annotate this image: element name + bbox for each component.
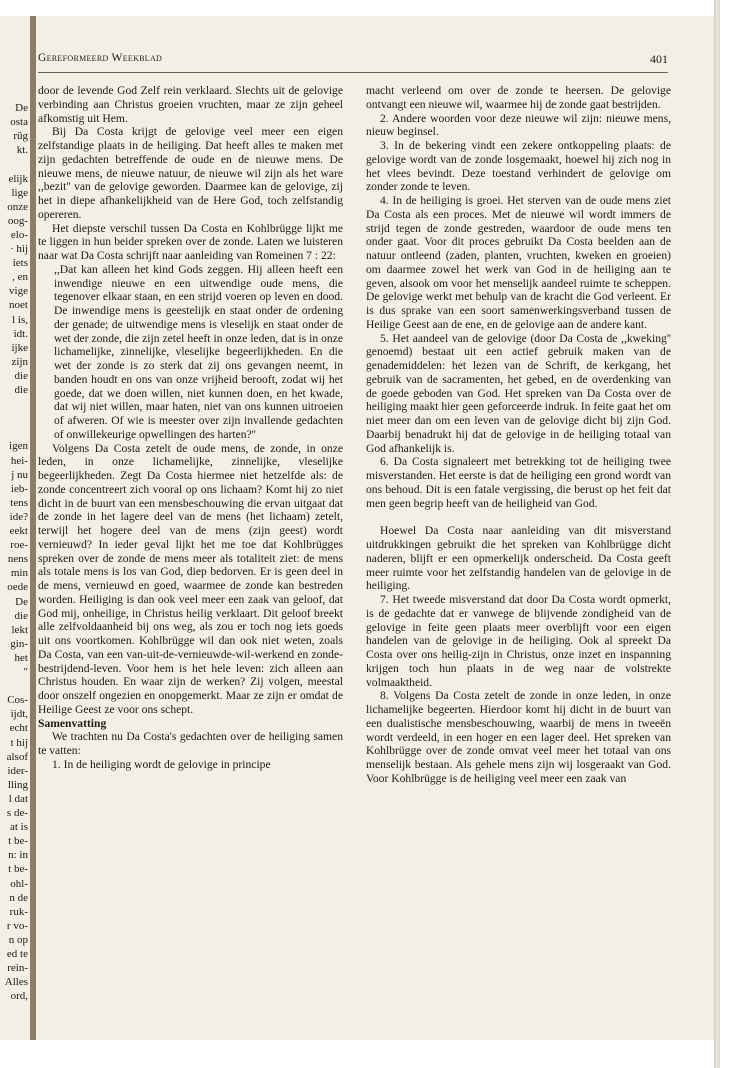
running-header xyxy=(38,50,668,73)
previous-page-fragment: iets xyxy=(12,257,28,270)
previous-page-fragment: rein- xyxy=(7,962,28,975)
previous-page-fragment: , en xyxy=(12,271,28,284)
previous-page-fragment: onze xyxy=(7,200,28,213)
previous-page-fragment: r vo- xyxy=(6,919,28,932)
previous-page-fragment: het xyxy=(14,651,28,664)
list-item: 8. Volgens Da Costa zetelt de zonde in onze leden, in onze lichamelijke begeerten. Hierdoor komt hij dicht in de buurt van een dualistische mensbeschouwing, waarbij de mens in tweeën wordt verdeeld, in een hoger en een lager deel. Het spreken van Kohlbrügge over de zonde omvat veel meer het totaal van ons menselijk bestaan. Als gehele mens zijn wij losgeraakt van God. Voor Kohlbrügge is de heiliging veel meer een zaak van xyxy=(366,689,671,785)
section-heading: Samenvatting xyxy=(38,716,107,730)
previous-page-fragment: lekt xyxy=(11,623,28,636)
previous-page-fragment: · hij xyxy=(9,243,28,255)
previous-page-fragment: ieb- xyxy=(10,482,28,495)
paragraph: 1. In de heiliging wordt de gelovige in principe xyxy=(52,757,271,771)
previous-page-fragment: zijn xyxy=(11,355,28,368)
previous-page-fragment: ed te xyxy=(6,948,28,960)
previous-page-fragment: lling xyxy=(7,778,28,791)
previous-page-fragment: echt xyxy=(9,722,28,735)
previous-page-fragment: gin- xyxy=(10,637,28,650)
previous-page-fragment: eekt xyxy=(9,525,28,537)
previous-page-fragment: at is xyxy=(9,821,28,834)
previous-page-fragment: n op xyxy=(8,933,28,946)
paragraph: Bij Da Costa krijgt de gelovige veel meer een eigen zelfstandige plaats in de heiliging. Dat heeft alles te maken met zijn gedachten betreffende de oude en de nieuwe mens. De nieuwe mens, de nieuwe natuur, de nieuwe wil zijn als het ware ,,bezit'' van de gelovige geworden. Daarmee kan de gelovige, zij het in diepe afhankelijkheid van de Here God, toch zelfstandig opereren. xyxy=(38,125,343,221)
previous-page-fragment: lige xyxy=(11,186,28,199)
paragraph: macht verleend om over de zonde te heersen. De gelovige ontvangt een nieuwe wil, waarmee hij de zonde gaat bestrijden. xyxy=(366,84,671,111)
previous-page-fragment: hei- xyxy=(10,454,28,467)
previous-page-fragment: Alles xyxy=(4,976,28,989)
publication-title: Gereformeerd Weekblad xyxy=(38,52,163,64)
previous-page-fragment: ord, xyxy=(10,990,28,1003)
previous-page-fragment: s de- xyxy=(6,807,28,819)
page-gutter xyxy=(30,16,36,1040)
previous-page-fragment: osta xyxy=(10,116,28,129)
previous-page-fragment: tens xyxy=(10,496,28,509)
previous-page-fragment: l is, xyxy=(12,313,28,326)
previous-page-fragment: t be- xyxy=(8,835,28,848)
block-quote xyxy=(54,263,343,442)
previous-page-fragment: t hij xyxy=(10,736,28,749)
previous-page-fragment: ruk- xyxy=(9,905,28,918)
paragraph: We trachten nu Da Costa's gedachten over de heiliging samen te vatten: xyxy=(38,730,343,757)
paragraph: door de levende God Zelf rein verklaard. Slechts uit de gelovige verbinding aan Christus groeien vruchten, maar ze zijn geheel afkomstig uit Hem. xyxy=(38,84,343,125)
quote-text: ,,Dat kan alleen het kind Gods zeggen. Hij alleen heeft een inwendige nieuwe en een uitwendige oude mens, die tegenover elkaar staan, en een strijd voeren op leven en dood. De inwendige mens is geestelijk en staat onder de ordening der genade; de uitwendige mens is vleselijk en staat onder de wet der zonde, die zijn zetel heeft in onze leden, dat is in onze lichamelijke, zinnelijke, vleselijke begeerlijkheden. En die wet der zonde is zo sterk dat zij ons gevangen neemt, in banden houdt en ons van onze vrijheid berooft, zodat wij het goede, dat we doen willen, niet kunnen doen, en het kwade, dat wij niet willen, maar haten, niet van ons kunnen uitroeien of afweren. Of wie is meester over zijn invallende gedachten of onwillekeurige opwellingen des harten?'' xyxy=(54,262,343,441)
previous-page-fragment: Cos- xyxy=(7,694,28,707)
previous-page-fragment: j nu xyxy=(11,468,28,481)
previous-page-fragment: die xyxy=(14,384,28,396)
previous-page-fragment: alsof xyxy=(6,750,28,763)
previous-page-fragment: ijke xyxy=(11,341,28,354)
list-item: 6. Da Costa signaleert met betrekking tot de heiliging twee misverstanden. Het eerste is dat de heiliging een grond wordt van ons behoud. Dit is een fatale vergissing, die berust op het feit dat men geen begrip heeft van de heiligheid van God. xyxy=(366,455,671,510)
previous-page-fragment: die xyxy=(14,609,28,622)
previous-page-fragment: ohl- xyxy=(10,877,28,890)
previous-page-fragment: n de xyxy=(9,891,28,904)
previous-page-fragment: elo- xyxy=(10,228,28,241)
previous-page-fragment: elijk xyxy=(8,172,28,185)
previous-page-fragment: ide? xyxy=(9,510,28,523)
list-item: 3. In de bekering vindt een zekere ontkoppeling plaats: de gelovige wordt van de zonde losgemaakt, hoewel hij zich nog in het vlees bevindt. Deze toestand verhindert de gelovige om zonder zonde te leven. xyxy=(366,139,671,194)
previous-page-fragment: " xyxy=(23,666,28,678)
previous-page-fragment: noet xyxy=(9,299,28,312)
previous-page-fragment: min xyxy=(10,567,28,580)
previous-page-fragment: rüg xyxy=(13,130,28,143)
list-item: 7. Het tweede misverstand dat door Da Costa wordt opmerkt, is de gedachte dat er vanwege de blijvende zondigheid van de gelovige in feite geen plaats meer overblijft voor een eigen handelen van de gelovige in de heiliging. Ook al spreekt Da Costa over ons heilig-zijn in Christus, onze inzet en inspanning krijgen toch hun plaats in de weg naar de volstrekte volmaaktheid. xyxy=(366,593,671,689)
previous-page-fragment: l dat xyxy=(8,792,28,805)
previous-page-fragment: nens xyxy=(7,553,28,566)
previous-page-fragment: ijdt, xyxy=(10,708,28,721)
list-item: 2. Andere woorden voor deze nieuwe wil zijn: nieuwe mens, nieuw beginsel. xyxy=(366,111,671,139)
previous-page-fragment: oede xyxy=(7,581,28,594)
previous-page-fragment: roe- xyxy=(10,539,28,552)
previous-page-fragment: vige xyxy=(9,285,28,298)
previous-page-fragment: De xyxy=(15,595,28,608)
previous-page-fragment: oog- xyxy=(7,214,28,227)
previous-page-fragment: n: in xyxy=(8,849,28,862)
paragraph-gap xyxy=(366,510,671,524)
previous-page-fragment: idt. xyxy=(13,327,28,340)
previous-page-fragment: kt. xyxy=(16,144,28,157)
previous-page-fragment: t be- xyxy=(8,863,28,876)
previous-page-fragment: De xyxy=(15,102,28,114)
column-right xyxy=(366,84,671,786)
paragraph: Hoewel Da Costa naar aanleiding van dit misverstand uitdrukkingen gebruikt die het spreken van Kohlbrügge dicht naderen, blijft er een opmerkelijk onderscheid. Da Costa geeft meer ruimte voor het zelfstandig handelen van de gelovige in de heiliging. xyxy=(366,524,671,593)
column-left xyxy=(38,84,343,772)
previous-page-fragment: ider- xyxy=(7,764,28,777)
previous-page-edge xyxy=(0,52,29,1032)
magazine-page xyxy=(0,16,714,1040)
background-margin xyxy=(720,0,738,1068)
list-item: 4. In de heiliging is groei. Het sterven van de oude mens ziet Da Costa als een proces. Met de nieuwe wil wordt immers de strijd tegen de zonde gestreden, waardoor de oude mens ten onder gaat. Voor dit proces gebruikt Da Costa beelden aan de natuur ontleend (zaden, planten, vruchten, kweken en groeien) om daarmee zowel het werk van God in de heiliging aan te geven, alsook om voor het menselijk aandeel ruimte te scheppen. De gelovige werkt met behulp van de kracht die God verleent. Er is dus sprake van een soort samenwerkingsverband tussen de Heilige Geest aan de ene, en de gelovige aan de andere kant. xyxy=(366,194,671,331)
list-item: 5. Het aandeel van de gelovige (door Da Costa de ,,kweking'' genoemd) bestaat uit een actief gebruik maken van de genademiddelen: het lezen van de Schrift, de kerkgang, het gebruik van de sacramenten, het gebed, en de overdenking van de goede geboden van God. Het spreken van Da Costa over de heiliging maakt hier geen geforceerde indruk. In feite gaat het om niet meer dan om een leven van de gelovige dicht bij zijn God. Daarbij benadrukt hij dat de gelovige in de heiliging totaal van God afhankelijk is. xyxy=(366,331,671,455)
previous-page-fragment: die xyxy=(14,369,28,382)
paragraph: Volgens Da Costa zetelt de oude mens, de zonde, in onze leden, in onze lichamelijke, zinnelijke, vleselijke begeerlijkheden. Zegt Da Costa hiermee niet hetzelfde als: de zonde concentreert zich vooral op ons lichaam? Komt hij zo niet dicht in de buurt van een mensbeschouwing die ervan uitgaat dat de zonde in het lagere deel van de mens (het lichaam) zetelt, terwijl het hogere deel van de mens (zijn geest) wordt vernieuwd? In ieder geval lijkt het me toe dat Kohlbrügges spreken over de zonde de mens meer als totaliteit ziet: de mens als totale mens is los van God, diep bedorven. Er is geen deel in de mens, vernieuwd en goed, waarmee de zonde kan bestreden worden. Heiliging is dan ook veel meer een zaak van geloof, dat God mij, onheilige, in Christus heilig verklaart. Dit geloof breekt alle zelfvoldaanheid bij ons weg, als zou er toch nog iets goeds uit ons voortkomen. Kohlbrügge wil dan ook niet weten, zoals Da Costa, van een van-uit-de-vernieuwde-wil-werkend en zonde-bestrijdend-leven. Voor hem is het hele leven: zich alleen aan Christus houden. En waar zijn de werken? Zij volgen, meestal door onszelf ongezien en onopgemerkt. Maar ze zijn er omdat de Heilige Geest ze voor ons schept. xyxy=(38,441,343,716)
paragraph: Het diepste verschil tussen Da Costa en Kohlbrügge lijkt me te liggen in hun beider spreken over de zonde. Laten we luisteren naar wat Da Costa schrijft naar aanleiding van Romeinen 7 : 22: xyxy=(38,221,343,262)
previous-page-fragment: igen xyxy=(9,440,28,453)
page-number: 401 xyxy=(650,52,668,66)
